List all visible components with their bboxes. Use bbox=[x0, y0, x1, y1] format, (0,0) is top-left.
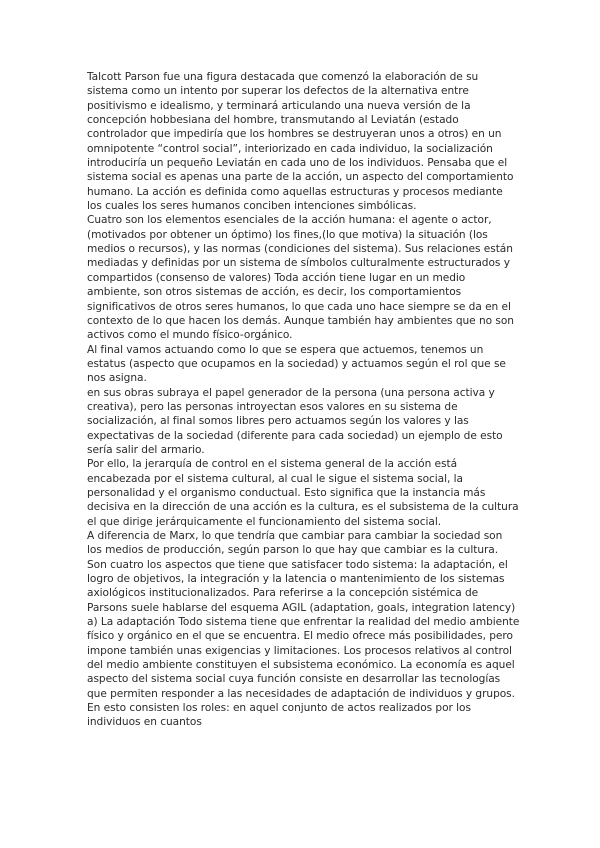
paragraph-agil-scheme: Son cuatro los aspectos que tiene que satisfacer todo sistema: la adaptación, el logro de objetivos, la integración y la latencia o mantenimiento de los sistemas axiológicos institucionalizados. Para referirse a la concepción sistémica de Parsons suele hablarse del esquema AGIL (adaptation, goals, integration latency) bbox=[87, 558, 516, 614]
paragraph-marx-comparison: A diferencia de Marx, lo que tendría que cambiar para cambiar la sociedad son los medios de producción, según parson lo que hay que cambiar es la cultura. bbox=[87, 530, 503, 557]
paragraph-hierarchy-of-control: Por ello, la jerarquía de control en el sistema general de la acción está encabezada por el sistema cultural, al cual le sigue el sistema social, la personalidad y el organismo conductual. Esto significa que la instancia más decisiva en la dirección de una acción es la cultura, es el subsistema de la cultura el que dirige jerárquicamente el funcionamiento del sistema social. bbox=[87, 458, 519, 528]
paragraph-elements-of-action: Cuatro son los elementos esenciales de la acción humana: el agente o actor,(motivados por obtener un óptimo) los fines,(lo que motiva) la situación (los medios o recursos), y las normas (condiciones del sistema). Sus relaciones están mediadas y definidas por un sistema de símbolos culturalmente estructurados y compartidos (consenso de valores) Toda acción tiene lugar en un medio ambiente, son otros sistemas de acción, es decir, los comportamientos significativos de otros seres humanos, lo que cada uno hace siempre se da en el contexto de lo que hacen los demás. Aunque también hay ambientes que no son activos como el mundo físico-orgánico. bbox=[87, 214, 514, 342]
paragraph-status-and-role: Al final vamos actuando como lo que se espera que actuemos, tenemos un estatus (aspecto que ocupamos en la sociedad) y actuamos según el rol que se nos asigna. bbox=[87, 343, 506, 385]
paragraph-intro-parsons: Talcott Parson fue una figura destacada que comenzó la elaboración de su sistema como un intento por superar los defectos de la alternativa entre positivismo e idealismo, y terminará articulando una nueva versión de la concepción hobbesiana del hombre, transmutando al Leviatán (estado controlador que impediría que los hombres se destruyeran unos a otros) en un omnipotente “control social”, interiorizado en cada individuo, la socialización introduciría un pequeño Leviatán en cada uno de los individuos. Pensaba que el sistema social es apenas una parte de la acción, un aspecto del comportamiento humano. La acción es definida como aquellas estructuras y procesos mediante los cuales los seres humanos conciben intenciones simbólicas. bbox=[87, 71, 514, 213]
paragraph-adaptation: a) La adaptación Todo sistema tiene que enfrentar la realidad del medio ambiente físico y orgánico en el que se encuentra. El medio ofrece más posibilidades, pero impone también unas exigencias y limitaciones. Los procesos relativos al control del medio ambiente constituyen el subsistema económico. La economía es aquel aspecto del sistema social cuya función consiste en desarrollar las tecnologías que permiten responder a las necesidades de adaptación de individuos y grupos. En esto consisten los roles: en aquel conjunto de actos realizados por los individuos en cuantos bbox=[87, 616, 520, 729]
paragraph-role-of-person: en sus obras subraya el papel generador de la persona (una persona activa y creativa), pero las personas introyectan esos valores en su sistema de socialización, al final somos libres pero actuamos según los valores y las expectativas de la sociedad (diferente para cada sociedad) un ejemplo de esto sería salir del armario. bbox=[87, 386, 503, 456]
body-text bbox=[87, 70, 520, 730]
